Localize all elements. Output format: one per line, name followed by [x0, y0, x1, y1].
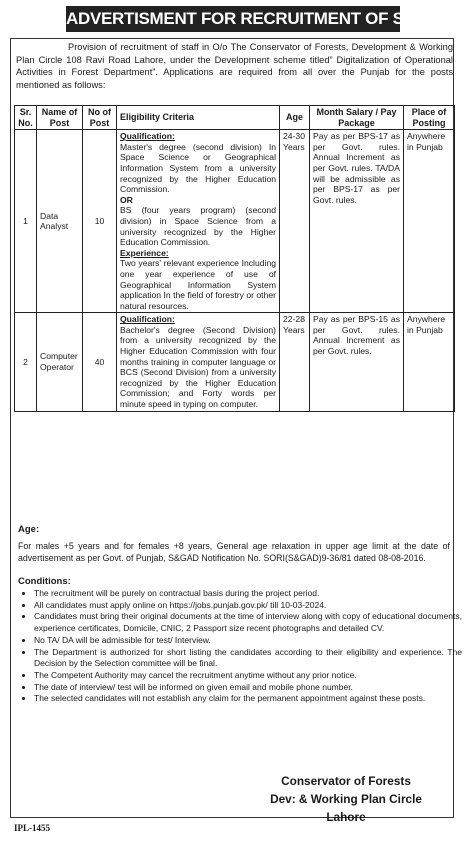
conditions-heading: Conditions: [18, 576, 71, 587]
experience-heading: Experience: [120, 247, 169, 258]
list-item: • All candidates must apply online on https://jobs.punjab.gov.pk/ till 10-03-2024. [34, 600, 462, 612]
signature-block [240, 772, 452, 826]
signature-line-2: Dev: & Working Plan Circle [270, 792, 422, 806]
conditions-list [22, 588, 462, 705]
qualification-heading: Qualification: [120, 131, 175, 142]
age-relaxation-text: For males +5 years and for females +8 years, General age relaxation in upper age limit at the date of advertisement as per Govt. of Punjab, S&GAD Notification No. SORI(S&GAD)9-36/81 dated 08-08-2016. [18, 541, 450, 563]
table-header-row [15, 106, 455, 130]
header-age: Age [280, 106, 310, 130]
row-salary: Pay as per BPS-17 as per Govt. rules. Annual Increment as per Govt. rules. TA/DA will be admissible as per BPS-17 as per Govt. rules. [310, 130, 404, 313]
signature-line-1: Conservator of Forests [281, 774, 411, 788]
table-row [15, 313, 455, 411]
experience-text: Two years' relevant experience Including one year experience of use of Geographical Information System application In the field of forestry or other natural resources. [120, 258, 276, 311]
row-eligibility [117, 313, 280, 411]
row-post-name: Data Analyst [37, 130, 83, 313]
row-age: 24-30 Years [280, 130, 310, 313]
list-item: • The recruitment will be purely on contractual basis during the project period. [34, 588, 462, 600]
row-post-count: 10 [83, 130, 117, 313]
list-item: • The Competent Authority may cancel the recruitment anytime without any prior notice. [34, 670, 462, 682]
row-post-count: 40 [83, 313, 117, 411]
row-eligibility [117, 130, 280, 313]
posts-table [14, 105, 455, 412]
qualification-text: Master's degree (second division) In Space Science or Geographical Information System from a university recognized by the Higher Education Commission. [120, 141, 276, 195]
list-item: • Candidates must bring their original documents at the time of interview along with copy of educational documents, experience certificates, Domicile, CNIC, 2 Passport size recent photographs and detailed CV. [34, 611, 462, 634]
header-sr-no: Sr. No. [15, 106, 37, 130]
list-item: • The Department is authorized for short listing the candidates according to their eligibility and experience. The Decision by the Selection committee will be final. [34, 647, 462, 670]
header-salary: Month Salary / Pay Package [310, 106, 404, 130]
list-item: • No TA/ DA will be admissible for test/ Interview. [34, 635, 462, 647]
row-sr-no: 1 [15, 130, 37, 313]
row-salary: Pay as per BPS-15 as per Govt. rules. Annual Increment as per Govt. rules. [310, 313, 404, 411]
qualification-heading: Qualification: [120, 314, 175, 325]
list-item: • The selected candidates will not establish any claim for the permanent appointment against these posts. [34, 693, 462, 705]
alternate-qualification: BS (four years program) (second division) in Space Science from a university recognized by the Higher Education Commission. [120, 205, 276, 248]
age-heading: Age: [18, 524, 40, 535]
header-post-name: Name of Post [37, 106, 83, 130]
row-place: Anywhere in Punjab [404, 313, 455, 411]
header-place: Place of Posting [404, 106, 455, 130]
header-eligibility: Eligibility Criteria [117, 106, 280, 130]
header-post-count: No of Post [83, 106, 117, 130]
signature-line-3: Lahore [326, 810, 366, 824]
ipl-code: IPL-1455 [14, 823, 50, 833]
row-post-name: Computer Operator [37, 313, 83, 411]
table-row [15, 130, 455, 313]
list-item: • The date of interview/ test will be informed on given email and mobile phone number. [34, 682, 462, 694]
row-place: Anywhere in Punjab [404, 130, 455, 313]
or-separator: OR [120, 194, 133, 205]
row-sr-no: 2 [15, 313, 37, 411]
page-title: ADVERTISMENT FOR RECRUITMENT OF STAFF [66, 6, 400, 32]
row-age: 22-28 Years [280, 313, 310, 411]
qualification-text: Bachelor's degree (Second Division) from a university recognized by the Higher Education Commission with four months training in computer language or BCS (Second Division) from a university recognized by the Higher Education Commission; and Forty words per minute speed in typing on computer. [120, 324, 276, 410]
intro-paragraph: Provision of recruitment of staff in O/o The Conservator of Forests, Development & Working Plan Circle 108 Ravi Road Lahore, under the Development scheme titled” Digitalization of Operational Activities in Forest Department”. Applications are required from all over the Punjab for the posts mentioned as follows: [16, 42, 453, 90]
